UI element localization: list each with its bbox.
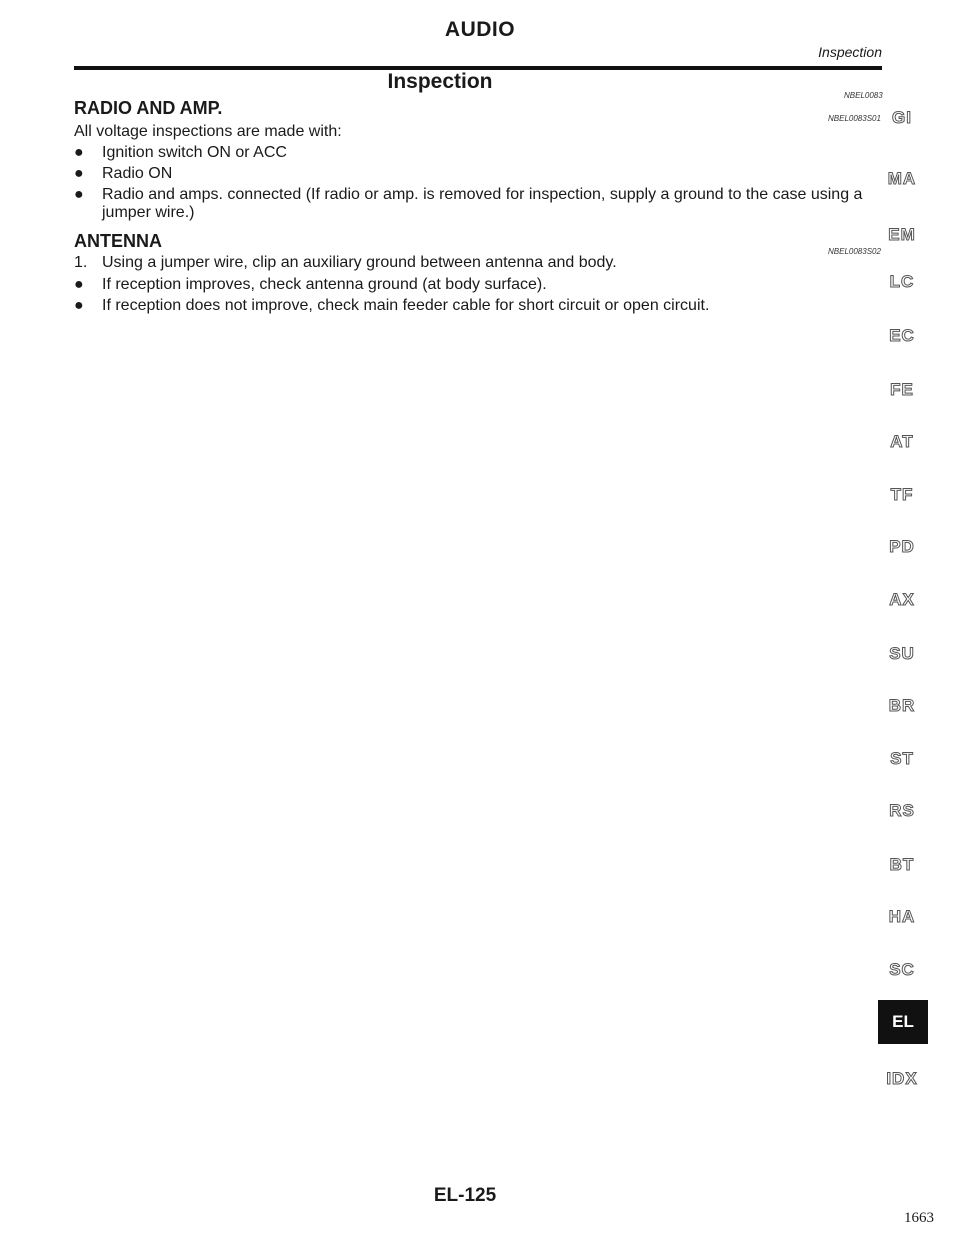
list-item <box>74 186 880 222</box>
list-item-text: Radio and amps. connected (If radio or amp. is removed for inspection, supply a ground to the case using a jumper wire.) <box>102 186 863 221</box>
list-item-text: Using a jumper wire, clip an auxiliary ground between antenna and body. <box>102 254 617 271</box>
bullet-icon: ● <box>74 144 84 161</box>
side-tab-st[interactable]: ST <box>890 749 914 768</box>
list-item-text: Ignition switch ON or ACC <box>102 144 287 161</box>
list-item <box>74 254 880 272</box>
side-tab-el-active[interactable]: EL <box>878 1000 928 1044</box>
side-tab-lc[interactable]: LC <box>889 272 915 291</box>
section-title: Inspection <box>387 70 493 93</box>
list-item-text: Radio ON <box>102 165 173 182</box>
list-item <box>74 144 880 162</box>
list-item <box>74 297 880 315</box>
side-tab-fe[interactable]: FE <box>890 380 914 399</box>
side-tab-pd[interactable]: PD <box>889 537 915 556</box>
antenna-code: NBEL0083S02 <box>828 247 881 256</box>
side-tab-em[interactable]: EM <box>888 225 916 244</box>
side-tab-ma[interactable]: MA <box>887 169 917 188</box>
side-tab-idx[interactable]: IDX <box>886 1069 918 1088</box>
bullet-icon: ● <box>74 276 84 293</box>
radio-amp-code: NBEL0083S01 <box>828 114 881 123</box>
page-reference: EL-125 <box>433 1185 497 1206</box>
list-item-text: If reception improves, check antenna ground (at body surface). <box>102 276 547 293</box>
bullet-icon: ● <box>74 297 84 314</box>
radio-amp-intro: All voltage inspections are made with: <box>74 123 342 140</box>
side-tab-gi[interactable]: GI <box>892 108 912 127</box>
list-item-text: If reception does not improve, check main feeder cable for short circuit or open circuit. <box>102 297 710 314</box>
side-tab-su[interactable]: SU <box>889 644 915 663</box>
header-subtitle: Inspection <box>818 44 882 60</box>
list-item <box>74 165 880 183</box>
bullet-icon: ● <box>74 186 84 203</box>
bullet-icon: ● <box>74 165 84 182</box>
side-tab-sc[interactable]: SC <box>889 960 915 979</box>
side-tab-tf[interactable]: TF <box>890 485 914 504</box>
side-tab-rs[interactable]: RS <box>889 801 915 820</box>
page-number: 1663 <box>904 1210 934 1226</box>
side-tab-bt[interactable]: BT <box>889 855 915 874</box>
side-tab-ax[interactable]: AX <box>889 590 915 609</box>
antenna-heading: ANTENNA <box>74 231 162 251</box>
side-tab-br[interactable]: BR <box>888 696 916 715</box>
radio-amp-heading: RADIO AND AMP. <box>74 98 223 118</box>
section-code: NBEL0083 <box>844 91 883 100</box>
side-tab-ha[interactable]: HA <box>888 907 916 926</box>
side-tab-ec[interactable]: EC <box>889 326 915 345</box>
header-title: AUDIO <box>444 18 516 41</box>
step-number: 1. <box>74 254 88 271</box>
list-item <box>74 276 880 294</box>
side-tab-at[interactable]: AT <box>890 432 914 451</box>
